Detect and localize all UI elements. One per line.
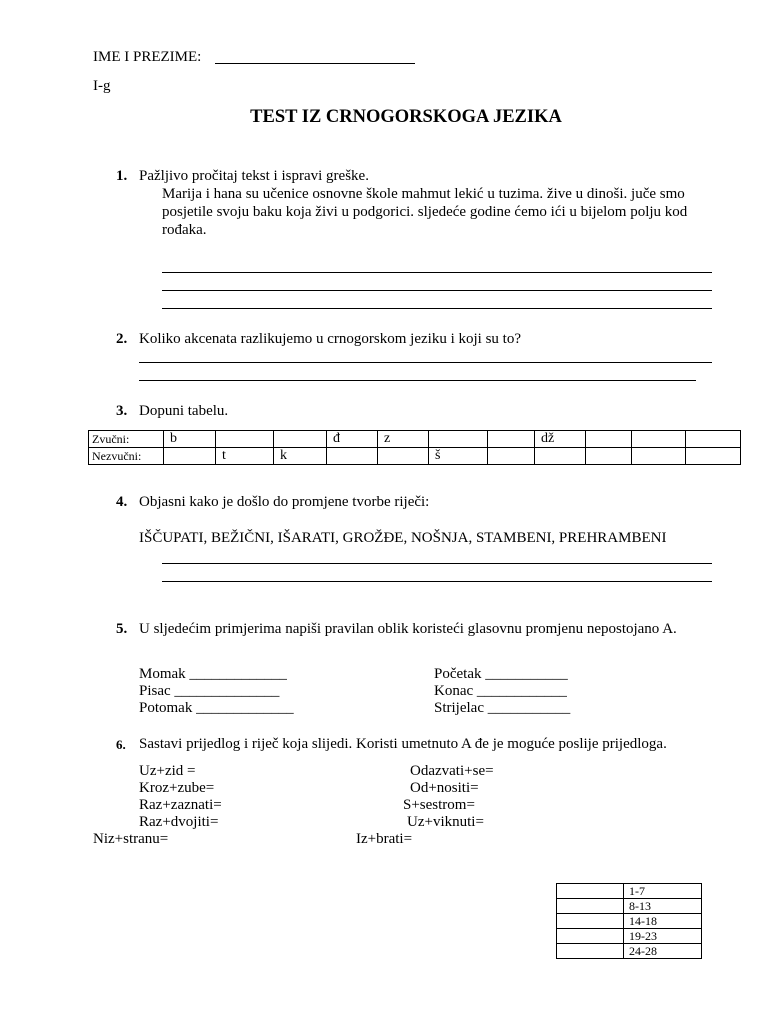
q6-item[interactable]: Raz+dvojiti= <box>139 814 219 830</box>
grade-range: 19-23 <box>624 929 702 944</box>
grading-row <box>557 884 702 899</box>
q1-prompt: Pažljivo pročitaj tekst i ispravi greške. <box>139 168 369 184</box>
grade-range: 1-7 <box>624 884 702 899</box>
q6-item[interactable]: Kroz+zube= <box>139 780 215 796</box>
grade-range: 24-28 <box>624 944 702 959</box>
grading-row <box>557 944 702 959</box>
name-input-line[interactable] <box>215 63 415 64</box>
q1-text-line: posjetile svoju baku koja živi u podgorici. sljedeće godine ćemo ići u bijelom polju kod <box>162 204 688 220</box>
q4-answer-line[interactable] <box>162 563 712 564</box>
table-cell[interactable] <box>216 431 274 448</box>
table-cell[interactable] <box>488 431 535 448</box>
grading-row <box>557 914 702 929</box>
grading-row <box>557 929 702 944</box>
table-cell[interactable] <box>632 448 686 465</box>
table-cell[interactable] <box>535 448 586 465</box>
table-cell[interactable] <box>378 448 429 465</box>
table-cell[interactable]: đ <box>327 431 378 448</box>
table-cell[interactable] <box>274 431 327 448</box>
q2-answer-line[interactable] <box>139 362 712 363</box>
q6-item[interactable]: Niz+stranu= <box>93 831 169 847</box>
q6-item[interactable]: S+sestrom= <box>403 797 475 813</box>
q6-number: 6. <box>116 737 126 752</box>
table-cell[interactable] <box>686 431 741 448</box>
q3-prompt: Dopuni tabelu. <box>139 403 229 419</box>
voiced-row <box>89 431 741 448</box>
q5-item[interactable]: Potomak _____________ <box>139 700 294 716</box>
q5-item[interactable]: Konac ____________ <box>434 683 567 699</box>
table-cell[interactable]: z <box>378 431 429 448</box>
voiceless-label: Nezvučni: <box>89 448 164 465</box>
q5-prompt: U sljedećim primjerima napiši pravilan oblik koristeći glasovnu promjenu nepostojano A. <box>139 621 677 637</box>
grade-range: 14-18 <box>624 914 702 929</box>
q1-answer-line[interactable] <box>162 290 712 291</box>
table-cell[interactable] <box>586 448 632 465</box>
q6-item[interactable]: Uz+viknuti= <box>407 814 484 830</box>
q6-item[interactable]: Iz+brati= <box>356 831 413 847</box>
table-cell[interactable]: t <box>216 448 274 465</box>
q5-item[interactable]: Početak ___________ <box>434 666 568 682</box>
q6-prompt: Sastavi prijedlog i riječ koja slijedi. Koristi umetnuto A đe je moguće poslije prijedloga. <box>139 736 667 752</box>
name-label: IME I PREZIME: <box>93 49 202 65</box>
grade-cell[interactable] <box>557 944 624 959</box>
class-label: I-g <box>93 78 111 94</box>
q1-text-line: Marija i hana su učenice osnovne škole mahmut lekić u tuzima. žive u dinoši. juče smo <box>162 186 685 202</box>
table-cell[interactable] <box>686 448 741 465</box>
q6-item[interactable]: Od+nositi= <box>410 780 479 796</box>
grade-cell[interactable] <box>557 884 624 899</box>
q1-answer-line[interactable] <box>162 308 712 309</box>
voiceless-row <box>89 448 741 465</box>
table-cell[interactable] <box>429 431 488 448</box>
q6-item[interactable]: Raz+zaznati= <box>139 797 222 813</box>
table-cell[interactable] <box>488 448 535 465</box>
q2-prompt: Koliko akcenata razlikujemo u crnogorskom jeziku i koji su to? <box>139 331 521 347</box>
voiced-label: Zvučni: <box>89 431 164 448</box>
grading-table <box>556 883 702 959</box>
q4-prompt: Objasni kako je došlo do promjene tvorbe riječi: <box>139 494 430 510</box>
sounds-table <box>88 430 741 465</box>
grade-cell[interactable] <box>557 929 624 944</box>
table-cell[interactable] <box>632 431 686 448</box>
table-cell[interactable] <box>164 448 216 465</box>
table-cell[interactable]: b <box>164 431 216 448</box>
q6-item[interactable]: Uz+zid = <box>139 763 196 779</box>
grade-cell[interactable] <box>557 914 624 929</box>
q2-answer-line[interactable] <box>139 380 696 381</box>
q1-text-line: rođaka. <box>162 222 207 238</box>
table-cell[interactable]: š <box>429 448 488 465</box>
table-cell[interactable] <box>586 431 632 448</box>
q1-number: 1. <box>116 168 128 184</box>
q5-item[interactable]: Pisac ______________ <box>139 683 280 699</box>
q5-number: 5. <box>116 621 128 637</box>
table-cell[interactable] <box>327 448 378 465</box>
page-title: TEST IZ CRNOGORSKOGA JEZIKA <box>250 107 562 127</box>
grade-cell[interactable] <box>557 899 624 914</box>
q4-words: IŠČUPATI, BEŽIČNI, IŠARATI, GROŽĐE, NOŠNJA, STAMBENI, PREHRAMBENI <box>139 530 667 546</box>
q1-answer-line[interactable] <box>162 272 712 273</box>
q4-number: 4. <box>116 494 128 510</box>
q4-answer-line[interactable] <box>162 581 712 582</box>
q5-item[interactable]: Strijelac ___________ <box>434 700 571 716</box>
table-cell[interactable]: k <box>274 448 327 465</box>
q5-item[interactable]: Momak _____________ <box>139 666 287 682</box>
q6-item[interactable]: Odazvati+se= <box>410 763 494 779</box>
q2-number: 2. <box>116 331 128 347</box>
grade-range: 8-13 <box>624 899 702 914</box>
q3-number: 3. <box>116 403 128 419</box>
grading-row <box>557 899 702 914</box>
table-cell[interactable]: dž <box>535 431 586 448</box>
